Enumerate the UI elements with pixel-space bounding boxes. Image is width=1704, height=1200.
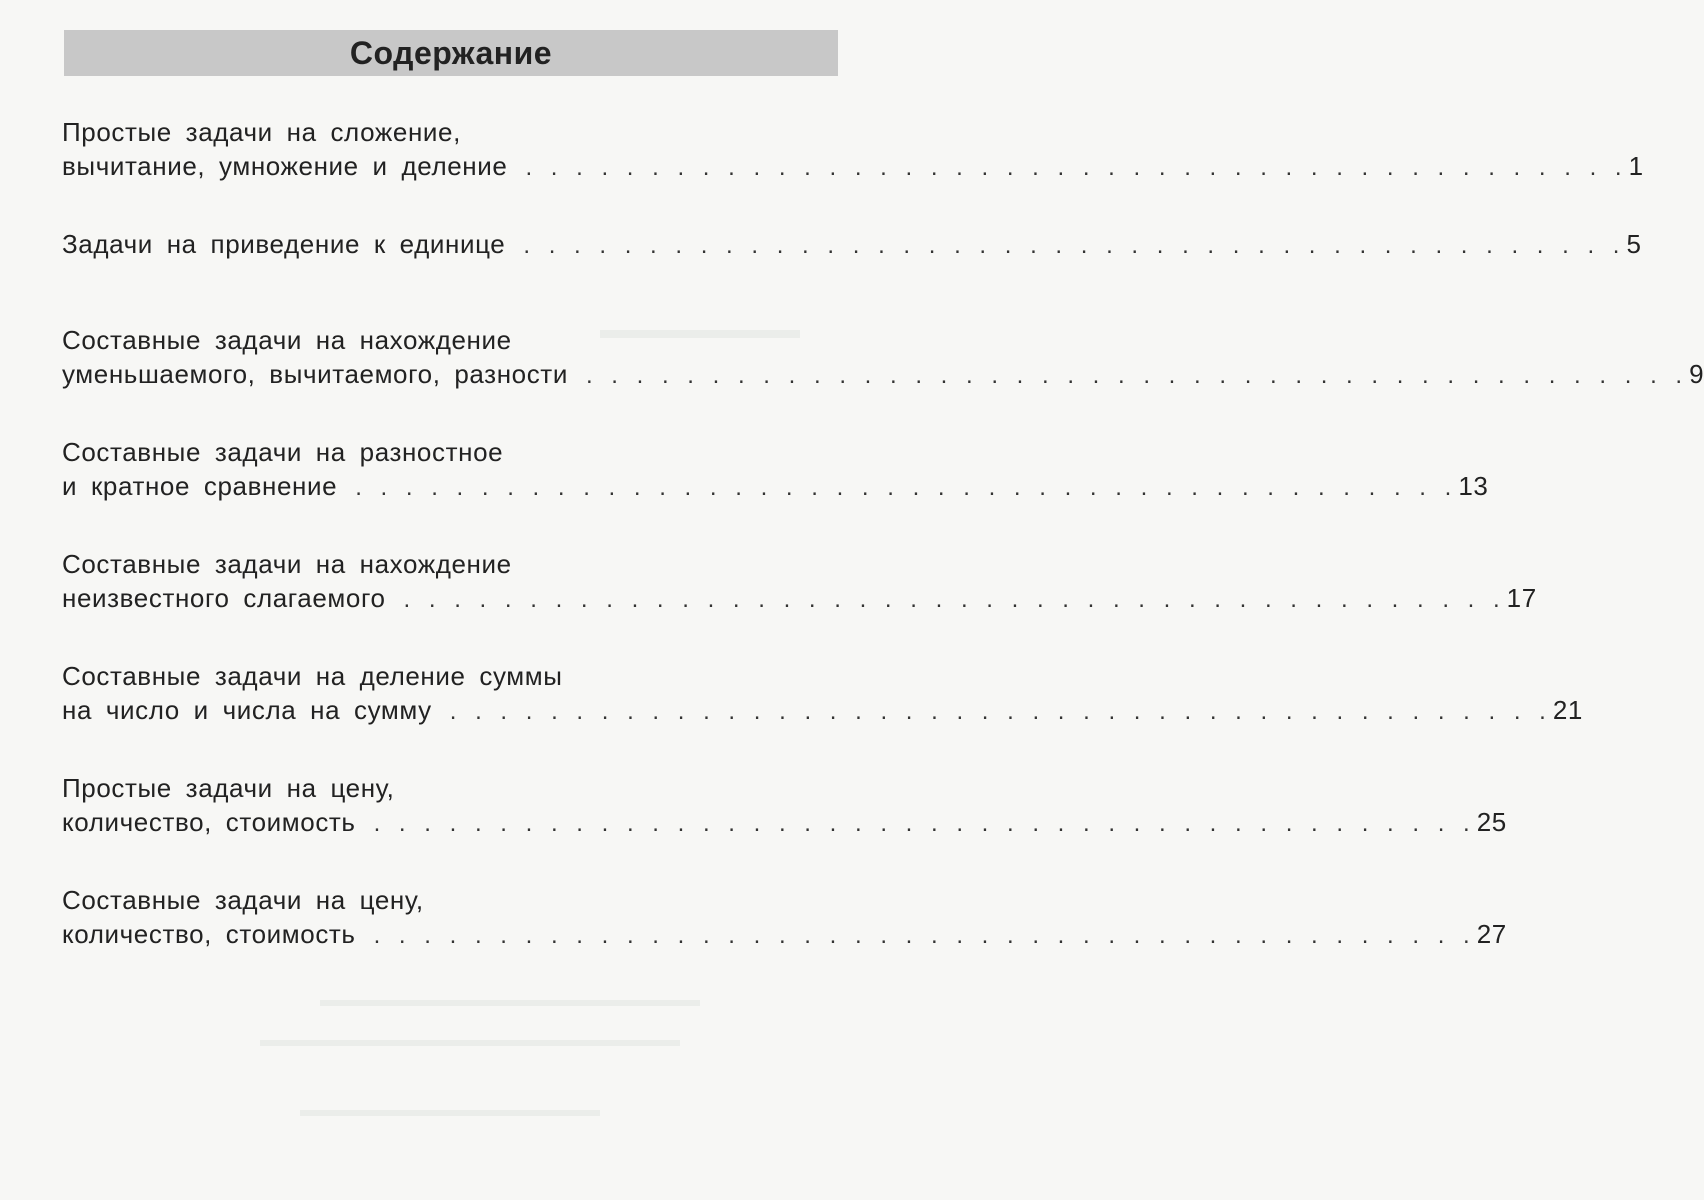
toc-entry-last-line bbox=[62, 149, 1644, 183]
toc-entry bbox=[62, 883, 1507, 995]
toc-entry-last-line bbox=[62, 805, 1507, 839]
toc-entry-title-line: уменьшаемого, вычитаемого, разности bbox=[62, 359, 568, 389]
toc-entry-title-line: Составные задачи на нахождение bbox=[62, 325, 512, 355]
bleed-through-mark bbox=[260, 1040, 680, 1046]
toc-entry bbox=[62, 323, 1704, 435]
toc-entry bbox=[62, 227, 1642, 323]
toc-entry-last-line bbox=[62, 917, 1507, 951]
toc-entry-title-line: Задачи на приведение к единице bbox=[62, 229, 506, 259]
toc-entry bbox=[62, 435, 1489, 547]
dot-leader: . . . . . . . . . . . . . . . . . . . . . . . . . . . . . . . . . . . . . . . . . . . . bbox=[373, 922, 1473, 949]
toc-entry-title-line: и кратное сравнение bbox=[62, 471, 338, 501]
toc-entry-title-line: количество, стоимость bbox=[62, 919, 356, 949]
toc-entry-title-line: вычитание, умножение и деление bbox=[62, 151, 508, 181]
toc-entry bbox=[62, 659, 1583, 771]
table-of-contents bbox=[62, 115, 1704, 995]
bleed-through-mark bbox=[300, 1110, 600, 1116]
toc-entry-last-line bbox=[62, 357, 1704, 391]
toc-page-number: 9 bbox=[1689, 359, 1704, 389]
toc-page-number: 27 bbox=[1476, 919, 1507, 949]
toc-entry bbox=[62, 771, 1507, 883]
page-title: Содержание bbox=[349, 34, 553, 71]
toc-entry-title-line: Составные задачи на деление суммы bbox=[62, 661, 563, 691]
toc-page-number: 1 bbox=[1628, 151, 1644, 181]
toc-entry-last-line bbox=[62, 469, 1489, 503]
dot-leader: . . . . . . . . . . . . . . . . . . . . . . . . . . . . . . . . . . . . . . . . . . . . bbox=[585, 362, 1686, 389]
toc-page-number: 17 bbox=[1506, 583, 1537, 613]
toc-entry-title-line: Простые задачи на цену, bbox=[62, 773, 395, 803]
toc-entry-title-line: неизвестного слагаемого bbox=[62, 583, 386, 613]
dot-leader: . . . . . . . . . . . . . . . . . . . . . . . . . . . . . . . . . . . . . . . . . . . . bbox=[525, 154, 1625, 181]
toc-page-number: 21 bbox=[1552, 695, 1583, 725]
toc-entry-last-line bbox=[62, 581, 1537, 615]
dot-leader: . . . . . . . . . . . . . . . . . . . . . . . . . . . . . . . . . . . . . . . . . . . . bbox=[355, 474, 1455, 501]
toc-page-number: 25 bbox=[1476, 807, 1507, 837]
toc-entry-title-line: количество, стоимость bbox=[62, 807, 356, 837]
toc-entry bbox=[62, 547, 1537, 659]
toc-entry-title-line: Составные задачи на цену, bbox=[62, 885, 424, 915]
dot-leader: . . . . . . . . . . . . . . . . . . . . . . . . . . . . . . . . . . . . . . . . . . . . bbox=[449, 698, 1549, 725]
contents-header-band bbox=[64, 30, 838, 76]
toc-entry-title-line: на число и числа на сумму bbox=[62, 695, 432, 725]
toc-entry-last-line bbox=[62, 227, 1642, 261]
bleed-through-mark bbox=[320, 1000, 700, 1006]
toc-entry bbox=[62, 115, 1644, 227]
toc-page-number: 5 bbox=[1626, 229, 1642, 259]
dot-leader: . . . . . . . . . . . . . . . . . . . . . . . . . . . . . . . . . . . . . . . . . . . . bbox=[373, 810, 1473, 837]
dot-leader: . . . . . . . . . . . . . . . . . . . . . . . . . . . . . . . . . . . . . . . . . . . . bbox=[403, 586, 1503, 613]
toc-page-number: 13 bbox=[1458, 471, 1489, 501]
toc-entry-last-line bbox=[62, 693, 1583, 727]
toc-entry-title-line: Простые задачи на сложение, bbox=[62, 117, 461, 147]
dot-leader: . . . . . . . . . . . . . . . . . . . . . . . . . . . . . . . . . . . . . . . . . . . . bbox=[523, 232, 1623, 259]
toc-entry-title-line: Составные задачи на разностное bbox=[62, 437, 504, 467]
toc-entry-title-line: Составные задачи на нахождение bbox=[62, 549, 512, 579]
